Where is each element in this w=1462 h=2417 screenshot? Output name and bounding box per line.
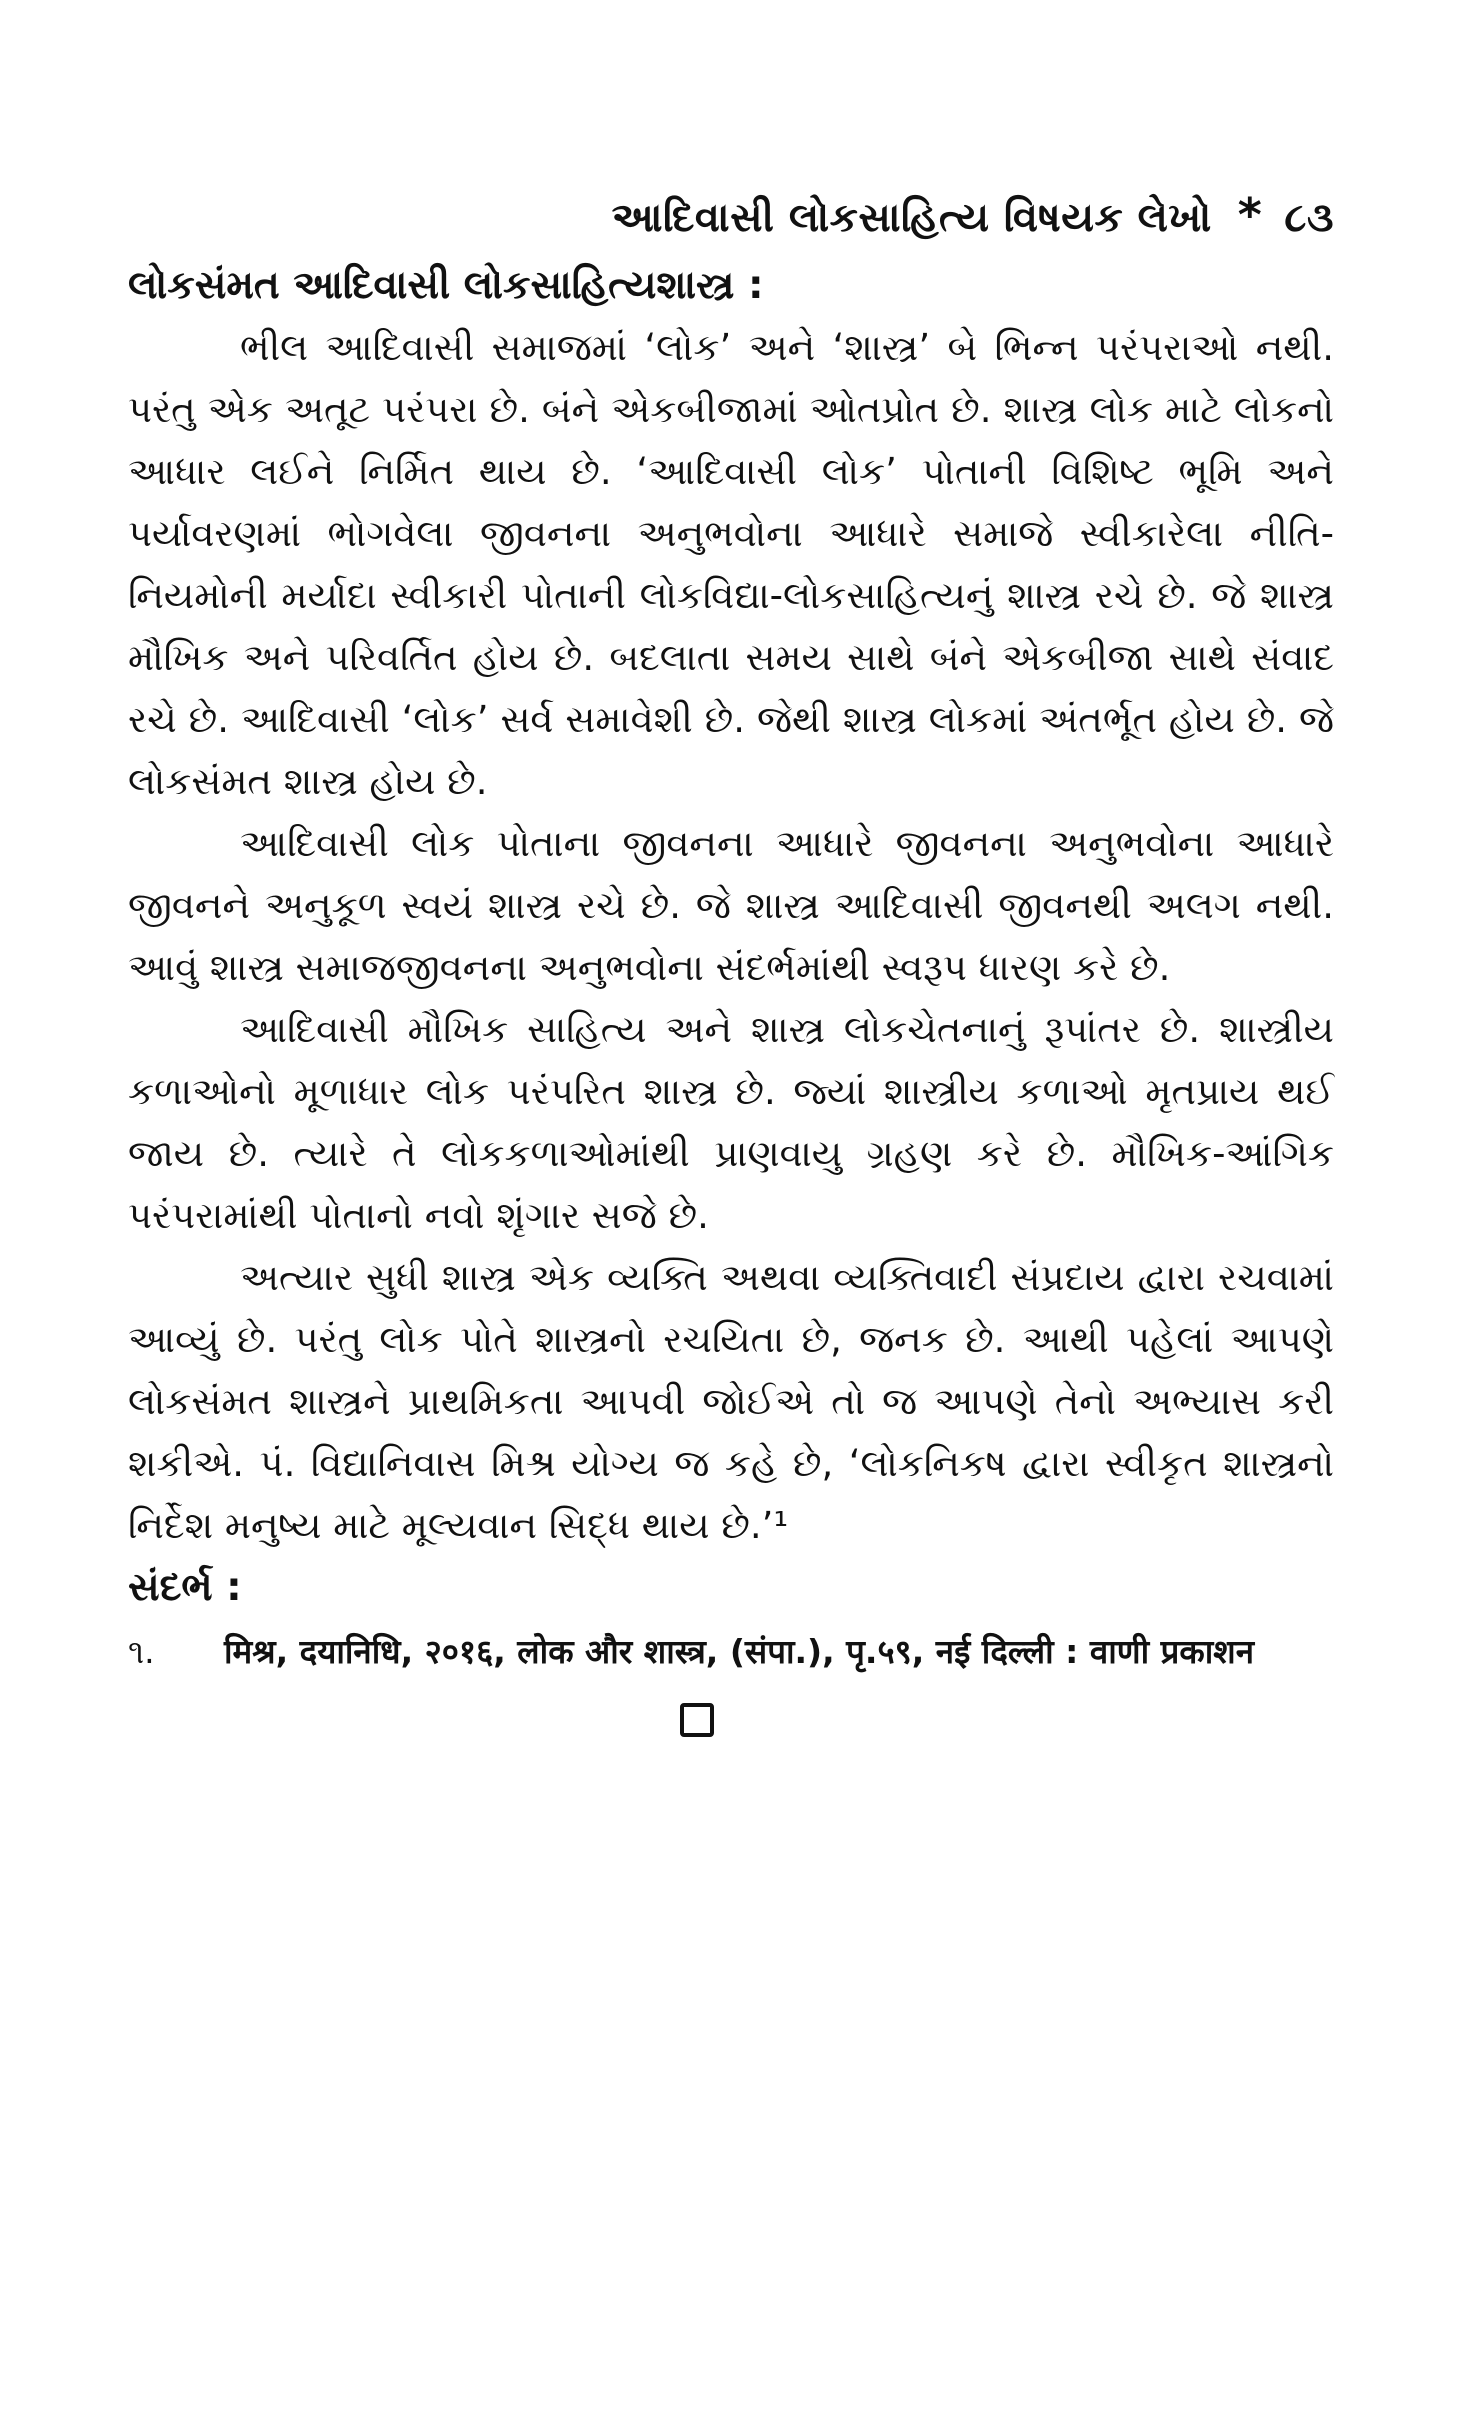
references-title: સંદર્ભ : <box>128 1565 242 1610</box>
asterisk-icon: * <box>1237 188 1263 242</box>
reference-text: मिश्र, दयानिधि, २०१६, लोक और शास्त्र, (संपा.), पृ.५९, नई दिल्ली : वाणी प्रकाशन <box>224 1632 1255 1671</box>
paragraph: આદિવાસી લોક પોતાના જીવનના આધારે જીવનના અનુભવોના આધારે જીવનને અનુકૂળ સ્વયં શાસ્ત્ર રચે છે. જે શાસ્ત્ર આદિવાસી જીવનથી અલગ નથી. આવું શાસ્ત્ર સમાજજીવનના અનુભવોના સંદર્ભમાંથી સ્વરૂપ ધારણ કરે છે. <box>128 822 1334 989</box>
page-number: ૮૩ <box>1284 195 1334 241</box>
reference-item <box>128 1623 1334 1681</box>
reference-number: ૧. <box>128 1632 155 1671</box>
running-header <box>612 188 1334 242</box>
section-title: લોકસંમત આદિવાસી લોકસાહિત્યશાસ્ત્ર : <box>128 263 764 308</box>
paragraph: આદિવાસી મૌખિક સાહિત્ય અને શાસ્ત્ર લોકચેતનાનું રૂપાંતર છે. શાસ્ત્રીય કળાઓનો મૂળાધાર લોક પરંપરિત શાસ્ત્ર છે. જ્યાં શાસ્ત્રીય કળાઓ મૃતપ્રાય થઈ જાય છે. ત્યારે તે લોકકળાઓમાંથી પ્રાણવાયુ ગ્રહણ કરે છે. મૌખિક-આંગિક પરંપરામાંથી પોતાનો નવો શૃંગાર સજે છે. <box>128 1008 1334 1237</box>
paragraph: ભીલ આદિવાસી સમાજમાં ‘લોક’ અને ‘શાસ્ત્ર’ બે ભિન્ન પરંપરાઓ નથી. પરંતુ એક અતૂટ પરંપરા છે. બંને એકબીજામાં ઓતપ્રોત છે. શાસ્ત્ર લોક માટે લોકનો આધાર લઈને નિર્મિત થાય છે. ‘આદિવાસી લોક’ પોતાની વિશિષ્ટ ભૂમિ અને પર્યાવરણમાં ભોગવેલા જીવનના અનુભવોના આધારે સમાજે સ્વીકારેલા નીતિ-નિયમોની મર્યાદા સ્વીકારી પોતાની લોકવિદ્યા-લોકસાહિત્યનું શાસ્ત્ર રચે છે. જે શાસ્ત્ર મૌખિક અને પરિવર્તિત હોય છે. બદલાતા સમય સાથે બંને એકબીજા સાથે સંવાદ રચે છે. આદિવાસી ‘લોક’ સર્વ સમાવેશી છે. જેથી શાસ્ત્ર લોકમાં અંતર્ભૂત હોય છે. જે લોકસંમત શાસ્ત્ર હોય છે. <box>128 326 1334 803</box>
end-square-icon <box>680 1703 714 1737</box>
main-content <box>128 255 1334 1737</box>
paragraph: અત્યાર સુધી શાસ્ત્ર એક વ્યક્તિ અથવા વ્યક્તિવાદી સંપ્રદાય દ્વારા રચવામાં આવ્યું છે. પરંતુ લોક પોતે શાસ્ત્રનો રચયિતા છે, જનક છે. આથી પહેલાં આપણે લોકસંમત શાસ્ત્રને પ્રાથમિકતા આપવી જોઈએ તો જ આપણે તેનો અભ્યાસ કરી શકીએ. પં. વિદ્યાનિવાસ મિશ્ર યોગ્ય જ કહે છે, ‘લોકનિકષ દ્વારા સ્વીકૃત શાસ્ત્રનો નિર્દેશ મનુષ્ય માટે મૂલ્યવાન સિદ્ધ થાય છે.’¹ <box>128 1256 1334 1547</box>
running-title: આદિવાસી લોકસાહિત્ય વિષયક લેખો <box>611 195 1212 241</box>
